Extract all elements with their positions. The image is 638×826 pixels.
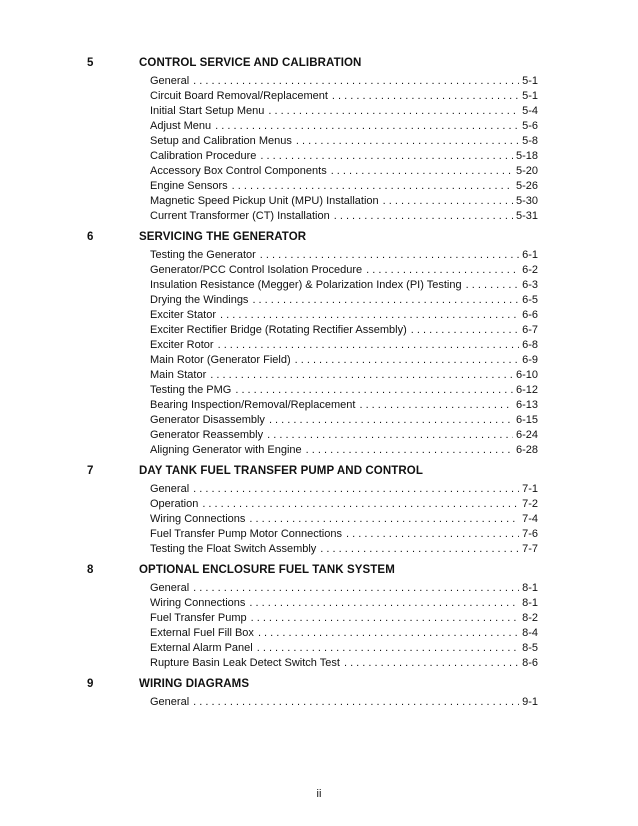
dot-leader	[383, 194, 513, 209]
toc-entry-label: Generator/PCC Control Isolation Procedure	[150, 264, 363, 276]
toc-entry-page: 6-12	[515, 384, 538, 396]
toc-entry-page: 6-5	[522, 294, 538, 306]
toc-entry-page: 5-18	[515, 150, 538, 162]
dot-leader	[249, 596, 519, 611]
dot-leader	[267, 428, 513, 443]
toc-entry[interactable]	[150, 527, 538, 542]
toc-entry[interactable]	[150, 149, 538, 164]
toc-section	[0, 462, 638, 557]
toc-entry-list	[0, 248, 638, 458]
dot-leader	[210, 368, 513, 383]
toc-entry-label: External Alarm Panel	[150, 642, 253, 654]
toc-entry-label: Rupture Basin Leak Detect Switch Test	[150, 657, 340, 669]
page-number: ii	[316, 788, 322, 800]
toc-entry-label: Exciter Rotor	[150, 339, 214, 351]
dot-leader	[296, 134, 519, 149]
toc-entry-label: Setup and Calibration Menus	[150, 135, 292, 147]
dot-leader	[466, 278, 519, 293]
toc-entry-page: 6-10	[515, 369, 538, 381]
toc-entry-page: 6-7	[522, 324, 538, 336]
dot-leader	[249, 512, 519, 527]
dot-leader	[346, 527, 519, 542]
toc-entry-label: Generator Reassembly	[150, 429, 264, 441]
toc-entry-page: 5-30	[515, 195, 538, 207]
section-number: 8	[87, 564, 94, 576]
toc-entry[interactable]	[150, 443, 538, 458]
dot-leader	[334, 209, 513, 224]
toc-entry-label: Insulation Resistance (Megger) & Polarization Index (PI) Testing	[150, 279, 462, 291]
toc-entry-page: 8-2	[522, 612, 538, 624]
toc-entry[interactable]	[150, 119, 538, 134]
section-heading	[0, 228, 638, 246]
dot-leader	[202, 497, 519, 512]
toc-entry[interactable]	[150, 104, 538, 119]
toc-entry-label: Bearing Inspection/Removal/Replacement	[150, 399, 356, 411]
toc-entry-list	[0, 695, 638, 710]
toc-entry[interactable]	[150, 596, 538, 611]
dot-leader	[268, 104, 519, 119]
toc-entry-page: 8-6	[522, 657, 538, 669]
toc-entry-page: 8-5	[522, 642, 538, 654]
toc-entry[interactable]	[150, 512, 538, 527]
toc-entry-page: 7-1	[522, 483, 538, 495]
toc-entry-label: Initial Start Setup Menu	[150, 105, 265, 117]
toc-entry-label: Circuit Board Removal/Replacement	[150, 90, 328, 102]
toc-entry-label: Magnetic Speed Pickup Unit (MPU) Installation	[150, 195, 379, 207]
toc-entry-label: Fuel Transfer Pump	[150, 612, 247, 624]
dot-leader	[215, 119, 519, 134]
section-number: 5	[87, 57, 94, 69]
table-of-contents	[0, 54, 638, 714]
toc-entry-page: 5-1	[522, 75, 538, 87]
toc-entry-label: External Fuel Fill Box	[150, 627, 254, 639]
toc-entry[interactable]	[150, 641, 538, 656]
toc-entry[interactable]	[150, 323, 538, 338]
dot-leader	[257, 641, 519, 656]
toc-entry-page: 5-6	[522, 120, 538, 132]
dot-leader	[260, 149, 513, 164]
toc-entry-page: 6-6	[522, 309, 538, 321]
toc-entry[interactable]	[150, 134, 538, 149]
toc-entry-page: 6-1	[522, 249, 538, 261]
toc-entry-page: 7-7	[522, 543, 538, 555]
toc-section	[0, 675, 638, 710]
section-title: OPTIONAL ENCLOSURE FUEL TANK SYSTEM	[139, 564, 395, 576]
dot-leader	[260, 248, 519, 263]
dot-leader	[344, 656, 519, 671]
dot-leader	[193, 695, 519, 710]
toc-entry-label: Testing the Float Switch Assembly	[150, 543, 317, 555]
section-heading	[0, 462, 638, 480]
dot-leader	[220, 308, 519, 323]
dot-leader	[251, 611, 520, 626]
dot-leader	[306, 443, 513, 458]
dot-leader	[366, 263, 519, 278]
toc-entry[interactable]	[150, 398, 538, 413]
toc-entry[interactable]	[150, 293, 538, 308]
section-title: SERVICING THE GENERATOR	[139, 231, 307, 243]
toc-entry[interactable]	[150, 248, 538, 263]
toc-entry-label: Main Rotor (Generator Field)	[150, 354, 291, 366]
dot-leader	[193, 482, 519, 497]
toc-entry-label: Exciter Stator	[150, 309, 217, 321]
toc-entry[interactable]	[150, 278, 538, 293]
toc-entry-page: 7-4	[522, 513, 538, 525]
section-heading	[0, 561, 638, 579]
dot-leader	[218, 338, 520, 353]
toc-entry[interactable]	[150, 209, 538, 224]
toc-entry-label: General	[150, 483, 190, 495]
toc-entry-page: 6-13	[515, 399, 538, 411]
toc-entry[interactable]	[150, 383, 538, 398]
toc-entry[interactable]	[150, 338, 538, 353]
toc-entry[interactable]	[150, 89, 538, 104]
toc-entry[interactable]	[150, 428, 538, 443]
toc-entry[interactable]	[150, 413, 538, 428]
dot-leader	[295, 353, 519, 368]
toc-entry-page: 6-2	[522, 264, 538, 276]
toc-entry-page: 6-28	[515, 444, 538, 456]
toc-entry[interactable]	[150, 308, 538, 323]
toc-entry-page: 7-2	[522, 498, 538, 510]
toc-entry[interactable]	[150, 179, 538, 194]
toc-entry-page: 6-15	[515, 414, 538, 426]
toc-entry-page: 6-8	[522, 339, 538, 351]
toc-entry[interactable]	[150, 368, 538, 383]
dot-leader	[235, 383, 513, 398]
dot-leader	[252, 293, 519, 308]
toc-section	[0, 54, 638, 224]
toc-entry-list	[0, 74, 638, 224]
toc-entry-page: 5-8	[522, 135, 538, 147]
toc-entry-label: Aligning Generator with Engine	[150, 444, 302, 456]
toc-entry-label: Wiring Connections	[150, 513, 246, 525]
toc-entry-label: General	[150, 696, 190, 708]
toc-entry-label: Operation	[150, 498, 199, 510]
section-title: CONTROL SERVICE AND CALIBRATION	[139, 57, 362, 69]
toc-entry[interactable]	[150, 497, 538, 512]
toc-entry-label: Accessory Box Control Components	[150, 165, 327, 177]
toc-entry-label: General	[150, 75, 190, 87]
section-title: DAY TANK FUEL TRANSFER PUMP AND CONTROL	[139, 465, 423, 477]
toc-entry-page: 6-24	[515, 429, 538, 441]
toc-section	[0, 228, 638, 458]
toc-section	[0, 561, 638, 671]
toc-entry-page: 9-1	[522, 696, 538, 708]
toc-entry[interactable]	[150, 611, 538, 626]
dot-leader	[332, 89, 519, 104]
section-title: WIRING DIAGRAMS	[139, 678, 250, 690]
dot-leader	[193, 581, 519, 596]
toc-entry-page: 6-3	[522, 279, 538, 291]
section-number: 6	[87, 231, 94, 243]
section-number: 7	[87, 465, 94, 477]
toc-entry-label: Adjust Menu	[150, 120, 212, 132]
dot-leader	[193, 74, 519, 89]
toc-entry-list	[0, 581, 638, 671]
toc-entry-page: 5-20	[515, 165, 538, 177]
toc-entry-label: Main Stator	[150, 369, 207, 381]
toc-entry-label: Generator Disassembly	[150, 414, 265, 426]
toc-entry[interactable]	[150, 581, 538, 596]
section-number: 9	[87, 678, 94, 690]
dot-leader	[269, 413, 513, 428]
toc-entry[interactable]	[150, 263, 538, 278]
toc-entry-page: 6-9	[522, 354, 538, 366]
toc-entry-page: 5-1	[522, 90, 538, 102]
dot-leader	[359, 398, 513, 413]
toc-entry-label: Exciter Rectifier Bridge (Rotating Rectifier Assembly)	[150, 324, 407, 336]
toc-entry[interactable]	[150, 74, 538, 89]
toc-entry[interactable]	[150, 353, 538, 368]
dot-leader	[232, 179, 513, 194]
toc-entry[interactable]	[150, 164, 538, 179]
dot-leader	[331, 164, 513, 179]
toc-entry-label: Drying the Windings	[150, 294, 249, 306]
dot-leader	[320, 542, 519, 557]
toc-entry-label: Testing the Generator	[150, 249, 256, 261]
toc-entry[interactable]	[150, 626, 538, 641]
toc-entry-label: Testing the PMG	[150, 384, 232, 396]
toc-entry-page: 8-1	[522, 582, 538, 594]
toc-entry[interactable]	[150, 695, 538, 710]
toc-entry-page: 8-4	[522, 627, 538, 639]
toc-entry-label: Wiring Connections	[150, 597, 246, 609]
toc-entry-page: 7-6	[522, 528, 538, 540]
toc-entry-page: 5-31	[515, 210, 538, 222]
toc-entry[interactable]	[150, 656, 538, 671]
toc-entry-page: 5-4	[522, 105, 538, 117]
dot-leader	[411, 323, 519, 338]
toc-entry-label: Engine Sensors	[150, 180, 228, 192]
toc-entry-list	[0, 482, 638, 557]
toc-entry-page: 8-1	[522, 597, 538, 609]
toc-entry[interactable]	[150, 194, 538, 209]
toc-entry[interactable]	[150, 482, 538, 497]
toc-entry-label: Calibration Procedure	[150, 150, 257, 162]
toc-entry-label: Fuel Transfer Pump Motor Connections	[150, 528, 342, 540]
toc-entry-label: General	[150, 582, 190, 594]
toc-entry-label: Current Transformer (CT) Installation	[150, 210, 330, 222]
section-heading	[0, 675, 638, 693]
toc-entry[interactable]	[150, 542, 538, 557]
dot-leader	[258, 626, 519, 641]
toc-entry-page: 5-26	[515, 180, 538, 192]
section-heading	[0, 54, 638, 72]
